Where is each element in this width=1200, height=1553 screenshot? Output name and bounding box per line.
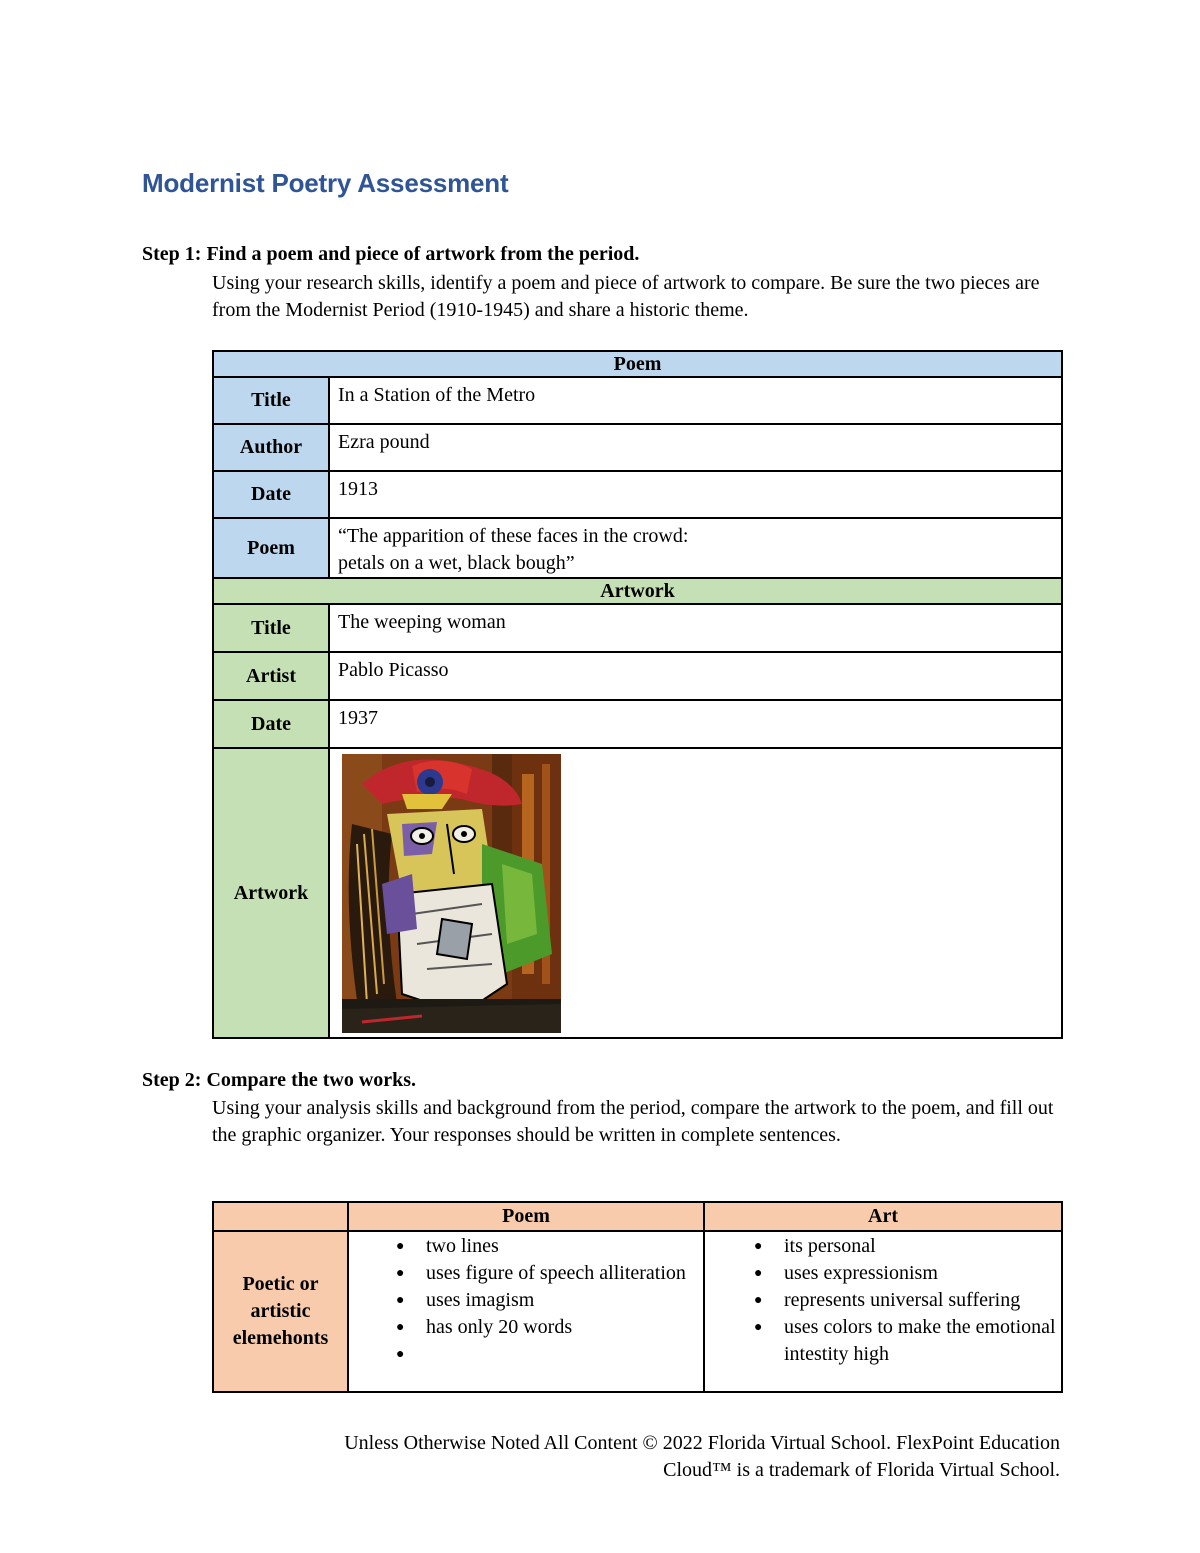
organizer-art-header: Art [704, 1202, 1062, 1231]
organizer-row-label: Poetic or artistic elemehonts [213, 1231, 348, 1392]
artwork-image-cell [329, 748, 1062, 1038]
artwork-artist-label: Artist [213, 652, 329, 700]
poem-element-item [350, 1341, 702, 1368]
poem-date-label: Date [213, 471, 329, 518]
copyright-footer [212, 1430, 1060, 1484]
poem-text-value [329, 518, 1062, 578]
footer-line-2: Cloud™ is a trademark of Florida Virtual School. [663, 1459, 1060, 1481]
art-element-item: ● represents universal suffering [706, 1287, 1060, 1314]
poem-elements-cell [348, 1231, 704, 1392]
step1-heading: Step 1: Find a poem and piece of artwork from the period. [142, 243, 640, 265]
artwork-title-label: Title [213, 604, 329, 652]
organizer-corner-cell [213, 1202, 348, 1231]
artwork-title-value: The weeping woman [329, 604, 1062, 652]
poem-element-item: ● has only 20 words [350, 1314, 702, 1341]
poem-line-2: petals on a wet, black bough” [338, 552, 575, 574]
poem-element-item: ● two lines [350, 1233, 702, 1260]
poem-artwork-table [212, 350, 1063, 1039]
art-element-item: ● its personal [706, 1233, 1060, 1260]
footer-line-1: Unless Otherwise Noted All Content © 2022 Florida Virtual School. FlexPoint Education [344, 1432, 1060, 1454]
poem-author-value: Ezra pound [329, 424, 1062, 471]
poem-date-value: 1913 [329, 471, 1062, 518]
artwork-date-label: Date [213, 700, 329, 748]
artwork-artist-value: Pablo Picasso [329, 652, 1062, 700]
step2-heading: Step 2: Compare the two works. [142, 1069, 417, 1091]
organizer-poem-header: Poem [348, 1202, 704, 1231]
step1-body: Using your research skills, identify a poem and piece of artwork to compare. Be sure the two pieces are from the Modernist Period (1910-1945) and share a historic theme. [212, 272, 1040, 321]
artwork-section-header: Artwork [213, 578, 1062, 604]
poem-author-label: Author [213, 424, 329, 471]
art-elements-list [706, 1233, 1060, 1368]
poem-title-label: Title [213, 377, 329, 424]
art-element-item: ● uses expressionism [706, 1260, 1060, 1287]
poem-section-header: Poem [213, 351, 1062, 377]
poem-text-label: Poem [213, 518, 329, 578]
page-title: Modernist Poetry Assessment [142, 168, 509, 198]
weeping-woman-painting [342, 754, 561, 1033]
artwork-date-value: 1937 [329, 700, 1062, 748]
comparison-organizer-table [212, 1201, 1063, 1393]
art-elements-cell [704, 1231, 1062, 1392]
poem-element-item: ● uses figure of speech alliteration [350, 1260, 702, 1287]
poem-element-item: ● uses imagism [350, 1287, 702, 1314]
poem-line-1: “The apparition of these faces in the crowd: [338, 525, 689, 547]
step2-body: Using your analysis skills and background from the period, compare the artwork to the poem, and fill out the graphic organizer. Your responses should be written in complete sentences. [212, 1097, 1054, 1146]
poem-elements-list [350, 1233, 702, 1368]
poem-title-value: In a Station of the Metro [329, 377, 1062, 424]
art-element-item: ● uses colors to make the emotional intestity high [706, 1314, 1060, 1368]
artwork-image-label: Artwork [213, 748, 329, 1038]
